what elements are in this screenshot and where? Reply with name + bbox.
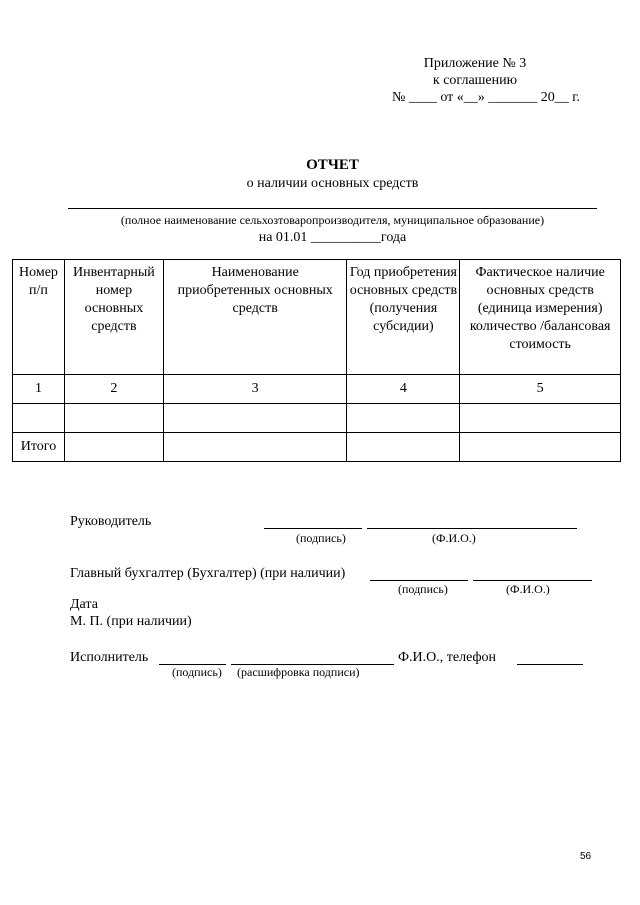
executor-fio-phone-label: Ф.И.О., телефон (398, 650, 497, 665)
table-cell[interactable] (460, 404, 621, 433)
director-fio-line[interactable] (367, 528, 577, 529)
total-label: Итого (13, 433, 65, 462)
director-fio-caption: (Ф.И.О.) (432, 531, 476, 545)
producer-name-line (68, 208, 597, 209)
number-cell: 4 (347, 375, 460, 404)
director-signature-line[interactable] (264, 528, 362, 529)
agreement-label: к соглашению (432, 73, 518, 88)
table-cell[interactable] (460, 433, 621, 462)
executor-label: Исполнитель (70, 650, 149, 665)
date-label: Дата (70, 597, 98, 612)
director-sign-caption: (подпись) (296, 531, 346, 545)
accountant-fio-line[interactable] (473, 580, 592, 581)
executor-phone-line[interactable] (517, 664, 583, 665)
table-cell[interactable] (347, 433, 460, 462)
accountant-signature-line[interactable] (370, 580, 468, 581)
executor-decode-caption: (расшифровка подписи) (237, 665, 360, 679)
header-cell: Фактическое наличие основных средств (единица измерения) количество /балансовая стоимость (460, 260, 621, 375)
page-number: 56 (580, 851, 592, 862)
report-subtitle: о наличии основных средств (246, 176, 419, 191)
table-header-row (13, 260, 621, 375)
accountant-fio-caption: (Ф.И.О.) (506, 582, 550, 596)
table-cell[interactable] (64, 433, 163, 462)
date-line: на 01.01 __________года (258, 230, 407, 245)
number-cell: 1 (13, 375, 65, 404)
agreement-number-line: № ____ от «__» _______ 20__ г. (392, 90, 580, 105)
stamp-label: М. П. (при наличии) (70, 614, 192, 629)
report-title: ОТЧЕТ (306, 157, 359, 173)
assets-table (12, 259, 621, 462)
table-cell[interactable] (163, 404, 347, 433)
appendix-title: Приложение № 3 (423, 56, 527, 71)
header-cell: Год приобретения основных средств (получения субсидии) (347, 260, 460, 375)
table-row (13, 404, 621, 433)
table-cell[interactable] (13, 404, 65, 433)
executor-sign-caption: (подпись) (172, 665, 222, 679)
number-cell: 5 (460, 375, 621, 404)
number-cell: 3 (163, 375, 347, 404)
header-cell: Наименование приобретенных основных средств (163, 260, 347, 375)
header-cell: Номер п/п (13, 260, 65, 375)
table-cell[interactable] (163, 433, 347, 462)
producer-caption: (полное наименование сельхозтоваропроизводителя, муниципальное образование) (120, 213, 545, 227)
director-label: Руководитель (70, 514, 152, 529)
table-cell[interactable] (347, 404, 460, 433)
accountant-sign-caption: (подпись) (398, 582, 448, 596)
number-cell: 2 (64, 375, 163, 404)
header-cell: Инвентарный номер основных средств (64, 260, 163, 375)
table-total-row (13, 433, 621, 462)
accountant-label: Главный бухгалтер (Бухгалтер) (при наличии) (70, 566, 346, 581)
table-cell[interactable] (64, 404, 163, 433)
table-number-row (13, 375, 621, 404)
